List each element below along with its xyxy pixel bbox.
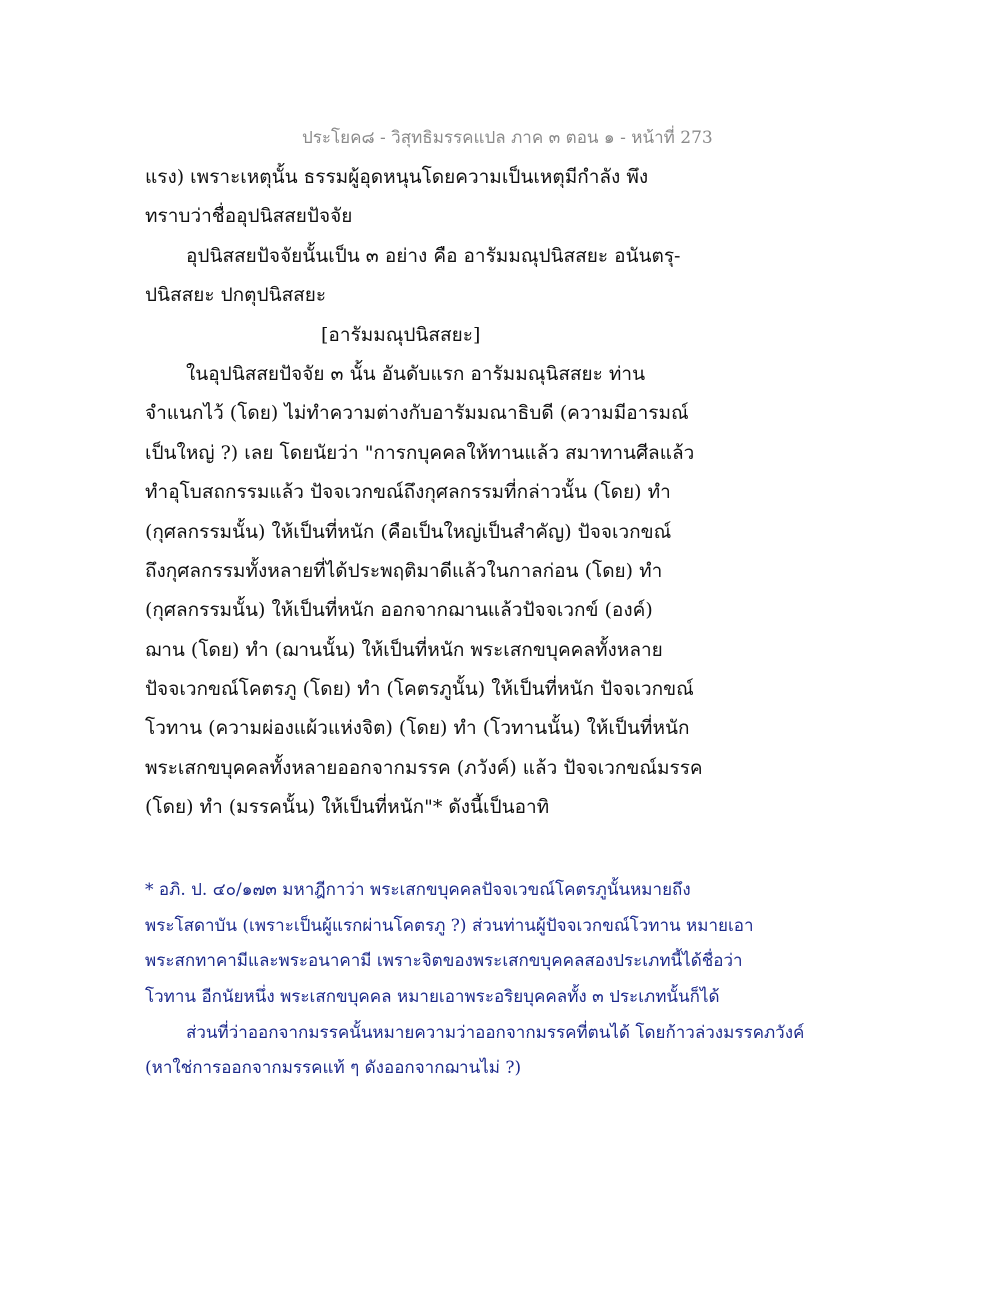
body-line: โวทาน (ความผ่องแผ้วแห่งจิต) (โดย) ทำ (โวทานนั้น) ให้เป็นที่หนัก	[145, 717, 690, 740]
footnote-line: โวทาน อีกนัยหนึ่ง พระเสกขบุคคล หมายเอาพระอริยบุคคลทั้ง ๓ ประเภทนั้นก็ได้	[145, 987, 720, 1008]
page-header: ประโยค๘ - วิสุทธิมรรคแปล ภาค ๓ ตอน ๑ - หน้าที่ 273	[302, 128, 713, 148]
body-line: อุปนิสสยปัจจัยนั้นเป็น ๓ อย่าง คือ อารัมมณุปนิสสยะ อนันตรุ-	[186, 244, 681, 267]
footnote-line: พระสกทาคามีและพระอนาคามี เพราะจิตของพระเสกขบุคคลสองประเภทนี้ได้ชื่อว่า	[145, 951, 743, 972]
body-line: แรง) เพราะเหตุนั้น ธรรมผู้อุดหนุนโดยความเป็นเหตุมีกำลัง พึง	[145, 166, 649, 188]
body-line: (โดย) ทำ (มรรคนั้น) ให้เป็นที่หนัก"* ดังนี้เป็นอาทิ	[145, 796, 550, 819]
body-line: ทราบว่าชื่ออุปนิสสยปัจจัย	[145, 205, 353, 228]
footnote-line: * อภิ. ป. ๔๐/๑๗๓ มหาฎีกาว่า พระเสกขบุคคลปัจจเวขณ์โคตรภูนั้นหมายถึง	[145, 880, 691, 900]
section-heading: [อารัมมณุปนิสสยะ]	[321, 323, 481, 346]
body-line: ปัจจเวกขณ์โคตรภู (โดย) ทำ (โคตรภูนั้น) ให้เป็นที่หนัก ปัจจเวกขณ์	[145, 678, 694, 701]
body-text	[145, 158, 865, 828]
body-line: ปนิสสยะ ปกตุปนิสสยะ	[145, 284, 327, 307]
footnote-line: (หาใช่การออกจากมรรคแท้ ๆ ดังออกจากฌานไม่ ?)	[145, 1058, 522, 1079]
body-line: ทำอุโบสถกรรมแล้ว ปัจจเวกขณ์ถึงกุศลกรรมที่กล่าวนั้น (โดย) ทำ	[145, 481, 671, 504]
body-line: ถึงกุศลกรรมทั้งหลายที่ได้ประพฤติมาดีแล้วในกาลก่อน (โดย) ทำ	[145, 559, 663, 582]
body-line: ฌาน (โดย) ทำ (ฌานนั้น) ให้เป็นที่หนัก พระเสกขบุคคลทั้งหลาย	[145, 638, 663, 661]
footnote	[145, 873, 865, 1087]
body-line: (กุศลกรรมนั้น) ให้เป็นที่หนัก ออกจากฌานแล้วปัจจเวกข์ (องค์)	[145, 599, 653, 622]
footnote-line: ส่วนที่ว่าออกจากมรรคนั้นหมายความว่าออกจากมรรคที่ตนได้ โดยก้าวล่วงมรรคภวังค์	[186, 1022, 805, 1043]
body-line: เป็นใหญ่ ?) เลย โดยนัยว่า "การกบุคคลให้ทานแล้ว สมาทานศีลแล้ว	[145, 441, 695, 464]
body-line: พระเสกขบุคคลทั้งหลายออกจากมรรค (ภวังค์) แล้ว ปัจจเวกขณ์มรรค	[145, 756, 703, 779]
body-line: ในอุปนิสสยปัจจัย ๓ นั้น อันดับแรก อารัมมณุนิสสยะ ท่าน	[186, 362, 646, 385]
body-line: จำแนกไว้ (โดย) ไม่ทำความต่างกับอารัมมณาธิบดี (ความมีอารมณ์	[145, 402, 689, 425]
body-line: (กุศลกรรมนั้น) ให้เป็นที่หนัก (คือเป็นใหญ่เป็นสำคัญ) ปัจจเวกขณ์	[145, 520, 672, 543]
footnote-line: พระโสดาบัน (เพราะเป็นผู้แรกผ่านโคตรภู ?) ส่วนท่านผู้ปัจจเวกขณ์โวทาน หมายเอา	[145, 915, 754, 936]
